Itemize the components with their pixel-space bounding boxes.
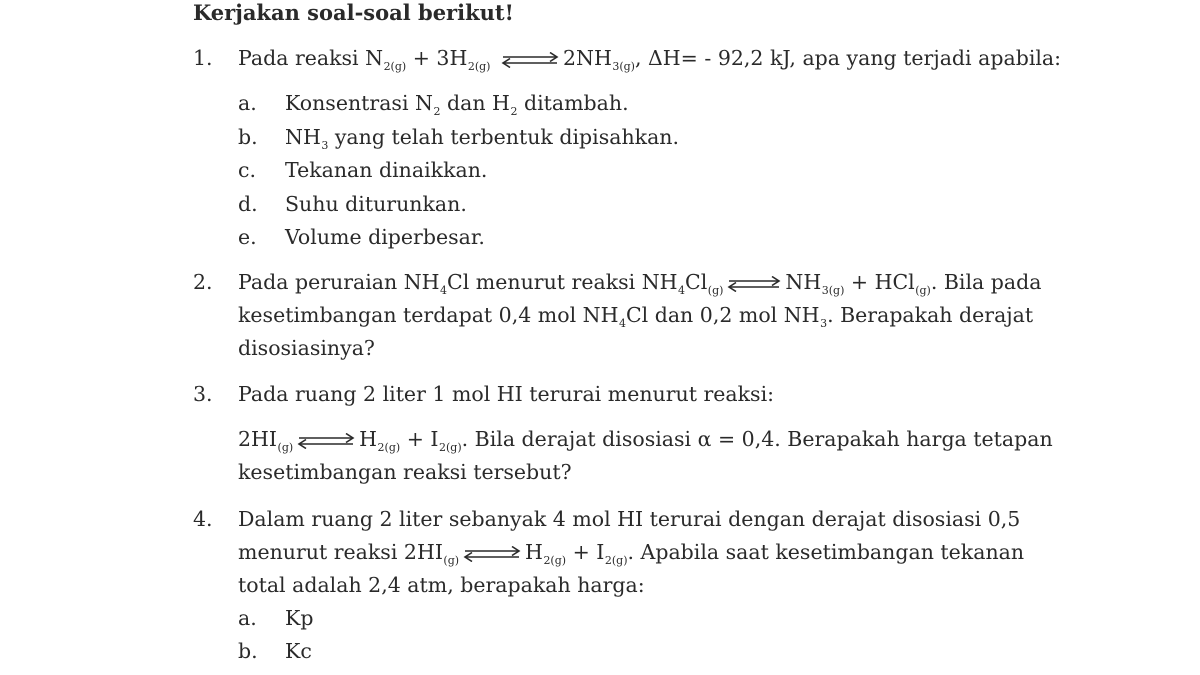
q2-l2-b: Cl dan 0,2 mol NH — [625, 303, 820, 327]
q2-l1-s2: 4 — [678, 284, 686, 297]
page-heading: Kerjakan soal-soal berikut! — [193, 0, 514, 25]
q1-suffix: , ΔH= - 92,2 kJ, apa yang terjadi apabila: — [634, 46, 1062, 70]
q1-item-a-part1: Konsentrasi N — [285, 91, 433, 115]
q1-item-b-sub1: 3 — [321, 139, 329, 152]
q3-number: 3. — [193, 382, 213, 406]
equilibrium-arrow-icon — [461, 546, 523, 562]
q4-l2-a: menurut reaksi 2HI — [238, 540, 443, 564]
q4-line2 — [238, 540, 1025, 567]
q2-l1-f: . Bila pada — [930, 270, 1042, 294]
q1-item-b-letter: b. — [238, 125, 258, 149]
q2-l1-e: + HCl — [844, 270, 915, 294]
q4-l2-b: H — [525, 540, 543, 564]
q1-item-b-part1: NH — [285, 125, 321, 149]
q4-item-b: Kc — [285, 639, 312, 663]
q1-item-e: Volume diperbesar. — [285, 225, 485, 249]
q1-item-a-part2: dan H — [440, 91, 510, 115]
q3-l2-a: 2HI — [238, 427, 278, 451]
equilibrium-arrow-icon — [499, 52, 561, 68]
q4-l2-s3: 2(g) — [604, 554, 628, 567]
q4-l2-s1: (g) — [443, 554, 460, 567]
q1-nh3-sub: 3(g) — [612, 60, 635, 73]
q3-line2 — [238, 427, 1053, 454]
q2-line2 — [238, 303, 1034, 330]
equilibrium-arrow-icon — [295, 433, 357, 449]
q1-product: 2NH — [562, 46, 612, 70]
q1-item-a-sub2: 2 — [510, 105, 518, 118]
q3-l2-s2: 2(g) — [377, 441, 401, 454]
q4-number: 4. — [193, 507, 213, 531]
q4-item-a: Kp — [285, 606, 314, 630]
q4-item-b-letter: b. — [238, 639, 258, 663]
q4-line3: total adalah 2,4 atm, berapakah harga: — [238, 573, 645, 597]
q2-l1-a: Pada peruraian NH — [238, 270, 440, 294]
q1-item-a — [285, 91, 629, 118]
q2-l1-c: Cl — [685, 270, 708, 294]
q4-line1: Dalam ruang 2 liter sebanyak 4 mol HI terurai dengan derajat disosiasi 0,5 — [238, 507, 1021, 531]
q2-l2-s1: 4 — [618, 317, 626, 330]
q2-line1 — [238, 270, 1042, 297]
q1-h-sub: 2(g) — [467, 60, 491, 73]
q2-l1-b: Cl menurut reaksi NH — [447, 270, 678, 294]
q1-prefix: Pada reaksi N — [238, 46, 384, 70]
q1-text — [238, 46, 1062, 73]
q2-line3: disosiasinya? — [238, 336, 375, 360]
q1-item-a-sub1: 2 — [433, 105, 441, 118]
q2-l1-s3: (g) — [707, 284, 724, 297]
q3-l2-c: + I — [400, 427, 439, 451]
q1-item-b — [285, 125, 680, 152]
q2-l1-s5: (g) — [915, 284, 931, 297]
q1-item-d: Suhu diturunkan. — [285, 192, 467, 216]
q1-item-d-letter: d. — [238, 192, 258, 216]
q3-line3: kesetimbangan reaksi tersebut? — [238, 460, 572, 484]
q2-l1-s1: 4 — [440, 284, 448, 297]
q4-item-a-letter: a. — [238, 606, 257, 630]
q3-line1: Pada ruang 2 liter 1 mol HI terurai menurut reaksi: — [238, 382, 775, 406]
q1-item-a-letter: a. — [238, 91, 257, 115]
q3-l2-s1: (g) — [277, 441, 294, 454]
q4-l2-c: + I — [566, 540, 605, 564]
q1-item-a-part3: ditambah. — [517, 91, 629, 115]
q1-item-c: Tekanan dinaikkan. — [285, 158, 488, 182]
q2-l2-c: . Berapakah derajat — [827, 303, 1034, 327]
q2-l2-s2: 3 — [820, 317, 828, 330]
q3-l2-b: H — [359, 427, 378, 451]
q2-l1-d: NH — [785, 270, 822, 294]
q2-l2-a: kesetimbangan terdapat 0,4 mol NH — [238, 303, 619, 327]
q2-number: 2. — [193, 270, 213, 294]
q1-plus: + 3H — [406, 46, 468, 70]
q2-l1-s4: 3(g) — [821, 284, 845, 297]
q1-item-c-letter: c. — [238, 158, 256, 182]
q4-l2-s2: 2(g) — [543, 554, 567, 567]
q1-item-e-letter: e. — [238, 225, 257, 249]
equilibrium-arrow-icon — [725, 276, 783, 292]
q1-item-b-part2: yang telah terbentuk dipisahkan. — [328, 125, 680, 149]
q3-l2-d: . Bila derajat disosiasi α = 0,4. Berapakah harga tetapan — [461, 427, 1053, 451]
q1-number: 1. — [193, 46, 213, 70]
q4-l2-d: . Apabila saat kesetimbangan tekanan — [627, 540, 1025, 564]
q3-l2-s3: 2(g) — [438, 441, 462, 454]
q1-n-sub: 2(g) — [383, 60, 407, 73]
